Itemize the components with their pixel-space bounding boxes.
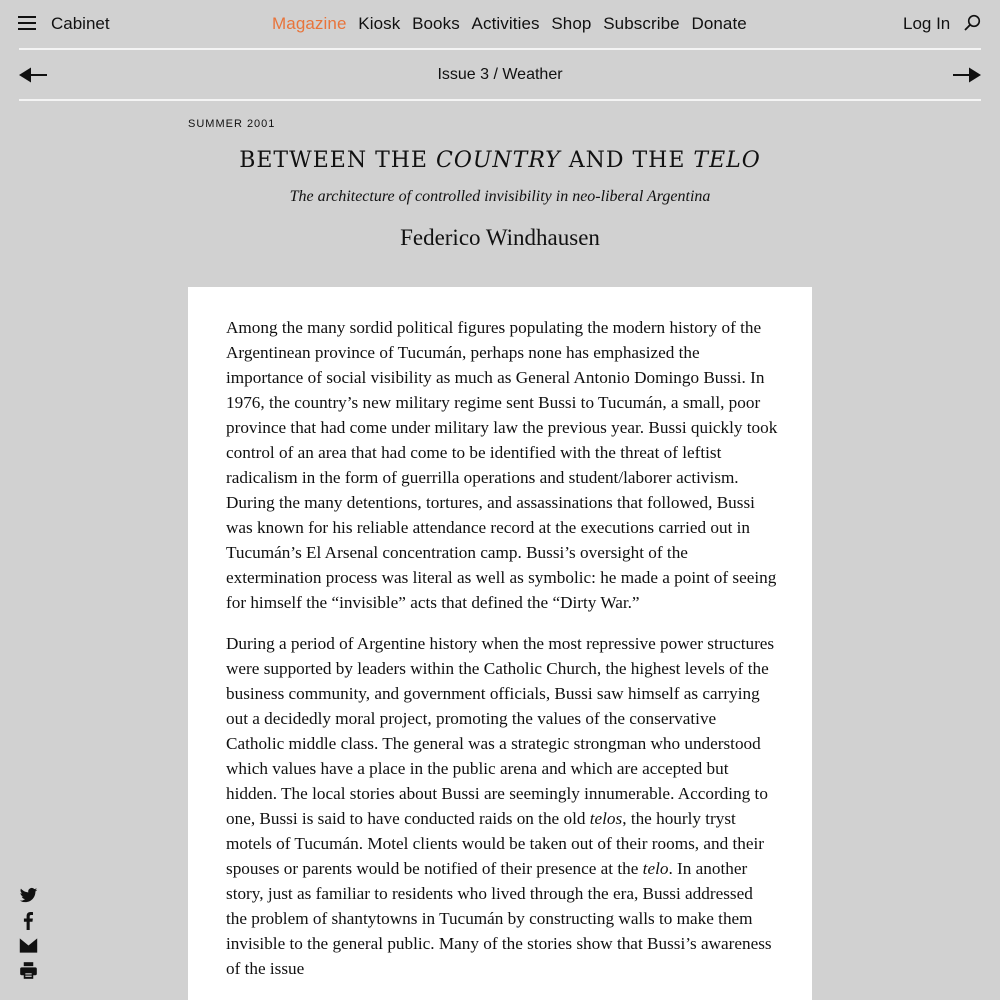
paragraph-1: Among the many sordid political figures populating the modern history of the Argentinean province of Tucumán, perhaps none has emphasized the importance of social visibility as much as General Antonio Domingo Bussi. In 1976, the country’s new military regime sent Bussi to Tucumán, a small, poor province that had come under military law the previous year. Bussi quickly took control of an area that had come to be identified with the threat of leftist radicalism in the form of guerrilla operations and student/laborer activism. During the many detentions, tortures, and assassinations that followed, Bussi was known for his reliable attendance record at the executions carried out in Tucumán’s El Arsenal concentration camp. Bussi’s oversight of the extermination process was literal as well as symbolic: he made a point of seeing for himself the “invisible” acts that defined the “Dirty War.”: [226, 318, 778, 612]
main-nav: [272, 14, 754, 34]
issue-bar: [0, 51, 1000, 99]
title-emphasis: COUNTRY: [435, 148, 561, 173]
nav-item-magazine[interactable]: Magazine: [272, 14, 347, 33]
emphasis-telos: telos: [589, 809, 623, 828]
emphasis-telo: telo: [642, 859, 669, 878]
login-link[interactable]: Log In: [903, 14, 951, 33]
paragraph-text: . In another story, just as familiar to residents who lived through the era, Bussi addressed the problem of shantytowns in Tucumán by constructing walls to make them invisible to the general public. Many of the stories show that Bussi’s awareness of the issue: [226, 859, 772, 978]
share-toolbar: [19, 886, 39, 986]
print-icon[interactable]: [19, 961, 38, 980]
issue-season: SUMMER 2001: [188, 118, 276, 130]
title-text: AND THE: [560, 148, 694, 173]
article-author[interactable]: Federico Windhausen: [400, 225, 600, 250]
top-nav-bar: [0, 0, 1000, 49]
brand-logo-link[interactable]: Cabinet: [51, 14, 110, 33]
issue-label-link[interactable]: Issue 3 / Weather: [437, 66, 563, 83]
twitter-icon[interactable]: [19, 886, 38, 905]
article-subtitle: The architecture of controlled invisibility in neo-liberal Argentina: [289, 188, 711, 205]
divider-bottom: [19, 99, 981, 101]
search-icon[interactable]: [963, 14, 981, 32]
facebook-icon[interactable]: [19, 911, 38, 930]
nav-item-kiosk[interactable]: Kiosk: [358, 14, 401, 33]
nav-item-shop[interactable]: Shop: [551, 14, 592, 33]
title-emphasis: TELO: [693, 148, 761, 173]
paragraph-text: During a period of Argentine history when the most repressive power structures were supported by leaders within the Catholic Church, the highest levels of the business community, and government officials, Bussi saw himself as carrying out a decidedly moral project, promoting the values of the conservative Catholic middle class. The general was a strategic strongman who understood which values have a place in the public arena and which are accepted but hidden. The local stories about Bussi are seemingly innumerable. According to one, Bussi is said to have conducted raids on the old: [226, 634, 775, 828]
divider-top: [19, 48, 981, 50]
article-title: [0, 148, 1000, 173]
nav-item-subscribe[interactable]: Subscribe: [603, 14, 680, 33]
paragraph-text: , the hourly tryst motels of Tucumán. Motel clients would be taken out of their rooms, and their spouses or parents would be notified of their presence at the: [226, 809, 764, 878]
nav-item-donate[interactable]: Donate: [691, 14, 747, 33]
email-icon[interactable]: [19, 936, 38, 955]
title-text: BETWEEN THE: [239, 148, 436, 173]
article-body: [226, 315, 778, 997]
nav-item-activities[interactable]: Activities: [471, 14, 540, 33]
paragraph-2: [226, 631, 778, 981]
arrow-right-icon[interactable]: [953, 67, 981, 83]
nav-item-books[interactable]: Books: [412, 14, 460, 33]
article-card: [188, 287, 812, 1000]
hamburger-menu-icon[interactable]: [18, 16, 36, 32]
